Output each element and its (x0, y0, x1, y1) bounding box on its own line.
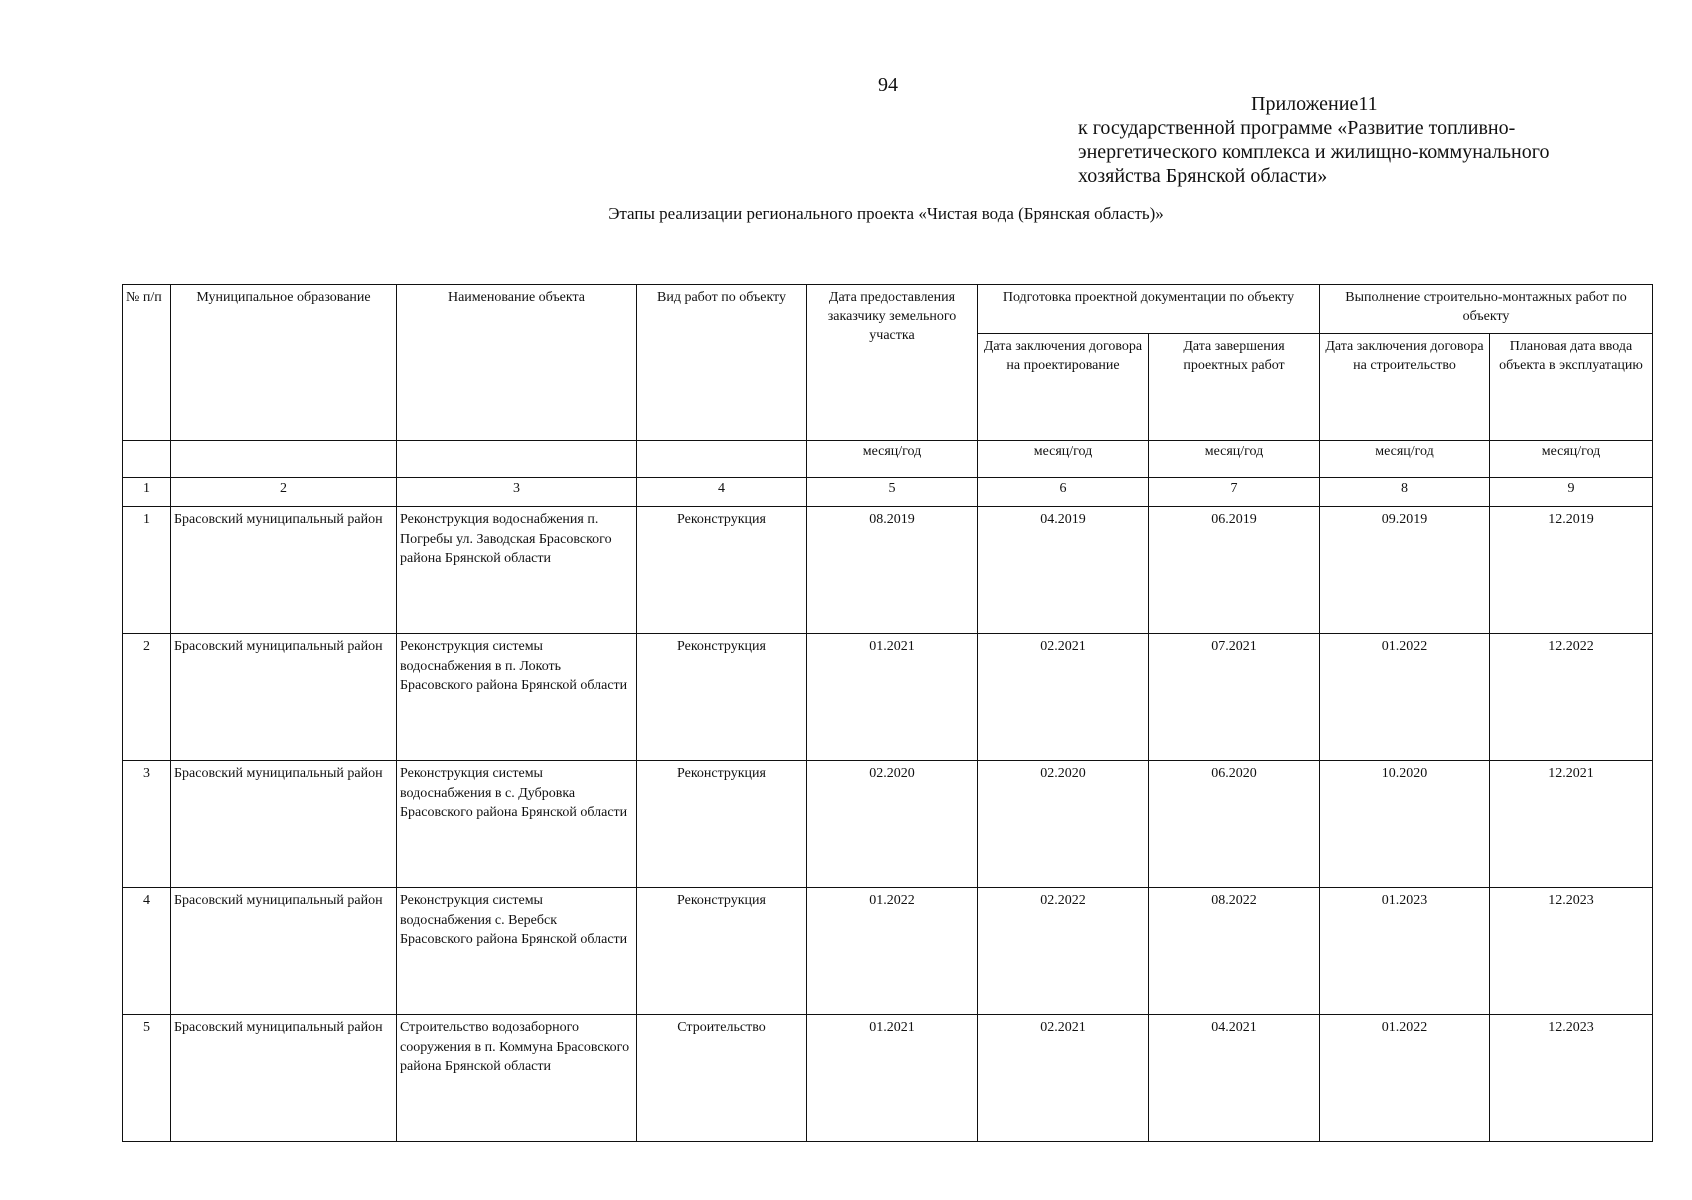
table-row (123, 634, 1653, 761)
land-date-cell: 01.2021 (807, 634, 978, 761)
design-finish-cell: 08.2022 (1149, 888, 1320, 1015)
unit-cell-2 (171, 441, 397, 478)
row-number: 3 (123, 761, 171, 888)
object-name-cell: Строительство водозаборного сооружения в п. Коммуна Брасовского района Брянской области (397, 1015, 637, 1142)
header-commissioning: Плановая дата ввода объекта в эксплуатацию (1490, 334, 1653, 441)
design-contract-cell: 02.2021 (978, 634, 1149, 761)
municipality-cell: Брасовский муниципальный район (171, 634, 397, 761)
object-name-cell: Реконструкция водоснабжения п. Погребы ул. Заводская Брасовского района Брянской области (397, 507, 637, 634)
appendix-note (1078, 92, 1549, 188)
construction-contract-cell: 10.2020 (1320, 761, 1490, 888)
header-row-1 (123, 285, 1653, 334)
column-number: 3 (397, 478, 637, 507)
header-land-date: Дата предоставления заказчику земельного участка (807, 285, 978, 441)
column-number: 1 (123, 478, 171, 507)
land-date-cell: 02.2020 (807, 761, 978, 888)
commissioning-cell: 12.2019 (1490, 507, 1653, 634)
commissioning-cell: 12.2022 (1490, 634, 1653, 761)
table-row (123, 1015, 1653, 1142)
row-number: 5 (123, 1015, 171, 1142)
header-municipality: Муниципальное образование (171, 285, 397, 441)
object-name-cell: Реконструкция системы водоснабжения с. Веребск Брасовского района Брянской области (397, 888, 637, 1015)
appendix-line-2: к государственной программе «Развитие топливно- (1078, 117, 1516, 139)
column-number: 4 (637, 478, 807, 507)
appendix-line-1: Приложение11 (1251, 93, 1378, 115)
table-row (123, 507, 1653, 634)
column-number: 6 (978, 478, 1149, 507)
header-construction-contract: Дата заключения договора на строительство (1320, 334, 1490, 441)
project-stages-table (122, 284, 1653, 1142)
work-type-cell: Реконструкция (637, 888, 807, 1015)
unit-land-date: месяц/год (807, 441, 978, 478)
work-type-cell: Реконструкция (637, 634, 807, 761)
work-type-cell: Реконструкция (637, 507, 807, 634)
work-type-cell: Реконструкция (637, 761, 807, 888)
municipality-cell: Брасовский муниципальный район (171, 1015, 397, 1142)
header-design-finish: Дата завершения проектных работ (1149, 334, 1320, 441)
header-design-contract: Дата заключения договора на проектирование (978, 334, 1149, 441)
unit-commissioning: месяц/год (1490, 441, 1653, 478)
municipality-cell: Брасовский муниципальный район (171, 888, 397, 1015)
row-number: 2 (123, 634, 171, 761)
column-number: 2 (171, 478, 397, 507)
unit-design-contract: месяц/год (978, 441, 1149, 478)
row-number: 4 (123, 888, 171, 1015)
column-number: 8 (1320, 478, 1490, 507)
header-object-name: Наименование объекта (397, 285, 637, 441)
municipality-cell: Брасовский муниципальный район (171, 761, 397, 888)
construction-contract-cell: 01.2023 (1320, 888, 1490, 1015)
unit-cell-3 (397, 441, 637, 478)
municipality-cell: Брасовский муниципальный район (171, 507, 397, 634)
unit-cell-4 (637, 441, 807, 478)
land-date-cell: 01.2022 (807, 888, 978, 1015)
column-number-row (123, 478, 1653, 507)
land-date-cell: 08.2019 (807, 507, 978, 634)
design-contract-cell: 04.2019 (978, 507, 1149, 634)
unit-cell-1 (123, 441, 171, 478)
land-date-cell: 01.2021 (807, 1015, 978, 1142)
row-number: 1 (123, 507, 171, 634)
header-num: № п/п (123, 285, 171, 441)
construction-contract-cell: 01.2022 (1320, 1015, 1490, 1142)
appendix-line-4: хозяйства Брянской области» (1078, 165, 1328, 187)
column-number: 7 (1149, 478, 1320, 507)
design-contract-cell: 02.2021 (978, 1015, 1149, 1142)
object-name-cell: Реконструкция системы водоснабжения в п. Локоть Брасовского района Брянской области (397, 634, 637, 761)
work-type-cell: Строительство (637, 1015, 807, 1142)
header-design-group: Подготовка проектной документации по объекту (978, 285, 1320, 334)
design-finish-cell: 06.2019 (1149, 507, 1320, 634)
commissioning-cell: 12.2021 (1490, 761, 1653, 888)
unit-row (123, 441, 1653, 478)
commissioning-cell: 12.2023 (1490, 1015, 1653, 1142)
design-contract-cell: 02.2020 (978, 761, 1149, 888)
appendix-line-3: энергетического комплекса и жилищно-коммунального (1078, 141, 1550, 163)
page-number: 94 (878, 74, 898, 96)
object-name-cell: Реконструкция системы водоснабжения в с. Дубровка Брасовского района Брянской области (397, 761, 637, 888)
construction-contract-cell: 01.2022 (1320, 634, 1490, 761)
commissioning-cell: 12.2023 (1490, 888, 1653, 1015)
header-construction-group: Выполнение строительно-монтажных работ по объекту (1320, 285, 1653, 334)
design-finish-cell: 06.2020 (1149, 761, 1320, 888)
construction-contract-cell: 09.2019 (1320, 507, 1490, 634)
design-contract-cell: 02.2022 (978, 888, 1149, 1015)
unit-construction-contract: месяц/год (1320, 441, 1490, 478)
design-finish-cell: 04.2021 (1149, 1015, 1320, 1142)
column-number: 9 (1490, 478, 1653, 507)
table-row (123, 888, 1653, 1015)
table-row (123, 761, 1653, 888)
unit-design-finish: месяц/год (1149, 441, 1320, 478)
design-finish-cell: 07.2021 (1149, 634, 1320, 761)
column-number: 5 (807, 478, 978, 507)
header-work-type: Вид работ по объекту (637, 285, 807, 441)
document-title: Этапы реализации регионального проекта «Чистая вода (Брянская область)» (608, 204, 1164, 223)
